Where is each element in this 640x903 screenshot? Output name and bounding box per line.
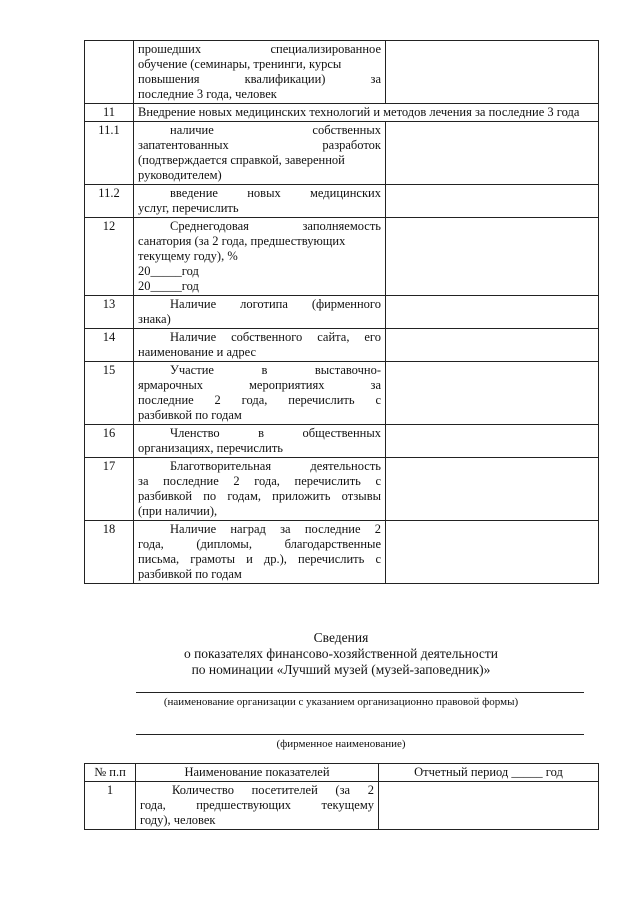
svedenia-heading <box>84 630 598 678</box>
value-cell <box>386 362 599 425</box>
value-cell <box>386 425 599 458</box>
row-number: 13 <box>85 296 134 329</box>
row-number <box>85 41 134 104</box>
row-description: Количество посетителей (за 2 года, предшествующих текущему году), человек <box>136 782 379 830</box>
row-description: Наличие наград за последние 2 года, (дипломы, благодарственные письма, грамоты и др.), перечислить с разбивкой по годам <box>134 521 386 584</box>
row-number: 11 <box>85 104 134 122</box>
table-row <box>85 458 599 521</box>
value-cell <box>386 329 599 362</box>
value-cell <box>386 458 599 521</box>
column-header: Наименование показателей <box>136 764 379 782</box>
section-title: Сведения <box>313 630 369 645</box>
table-row <box>85 185 599 218</box>
row-description: наличие собственных запатентованных разработок (подтверждается справкой, заверенной руководителем) <box>134 122 386 185</box>
nomination-line: по номинации «Лучший музей (музей-заповедник)» <box>191 662 491 677</box>
column-header: Отчетный период _____ год <box>379 764 599 782</box>
row-number: 18 <box>85 521 134 584</box>
brand-caption: (фирменное наименование) <box>276 738 406 750</box>
row-description: Благотворительная деятельность за последние 2 года, перечислить с разбивкой по годам, приложить отзывы (при наличии), <box>134 458 386 521</box>
table-row <box>85 122 599 185</box>
row-number: 11.1 <box>85 122 134 185</box>
row-description: Членство в общественных организациях, перечислить <box>134 425 386 458</box>
row-description: прошедших специализированное обучение (семинары, тренинги, курсы повышения квалификации) за последние 3 года, человек <box>134 41 386 104</box>
row-number: 11.2 <box>85 185 134 218</box>
value-cell <box>386 122 599 185</box>
table-row <box>85 104 599 122</box>
organization-name-line <box>136 692 584 693</box>
value-cell <box>379 782 599 830</box>
row-number: 1 <box>85 782 136 830</box>
value-cell <box>386 296 599 329</box>
table-row <box>85 521 599 584</box>
brand-name-line <box>136 734 584 735</box>
value-cell <box>386 218 599 296</box>
row-description: Участие в выставочно- ярмарочных мероприятиях за последние 2 года, перечислить с разбивкой по годам <box>134 362 386 425</box>
value-cell <box>386 185 599 218</box>
table-row <box>85 296 599 329</box>
table-row <box>85 218 599 296</box>
value-cell <box>386 521 599 584</box>
row-number: 14 <box>85 329 134 362</box>
table-row <box>85 425 599 458</box>
row-number: 12 <box>85 218 134 296</box>
row-number: 17 <box>85 458 134 521</box>
table-header-row <box>85 764 599 782</box>
row-description: Наличие собственного сайта, его наименование и адрес <box>134 329 386 362</box>
value-cell <box>386 41 599 104</box>
row-number: 16 <box>85 425 134 458</box>
row-description: Наличие логотипа (фирменного знака) <box>134 296 386 329</box>
table-row <box>85 782 599 830</box>
financial-indicators-table <box>84 763 599 830</box>
criteria-table-continued <box>84 40 599 584</box>
row-description: Внедрение новых медицинских технологий и методов лечения за последние 3 года <box>134 104 599 122</box>
table-row <box>85 362 599 425</box>
table-row <box>85 41 599 104</box>
row-description: введение новых медицинских услуг, перечислить <box>134 185 386 218</box>
column-header: № п.п <box>85 764 136 782</box>
table-row <box>85 329 599 362</box>
row-description: Среднегодовая заполняемость санатория (за 2 года, предшествующих текущему году), % 20_____год 20_____год <box>134 218 386 296</box>
organization-caption: (наименование организации с указанием организационно правовой формы) <box>163 696 519 708</box>
section-subtitle: о показателях финансово-хозяйственной деятельности <box>183 646 499 661</box>
row-number: 15 <box>85 362 134 425</box>
